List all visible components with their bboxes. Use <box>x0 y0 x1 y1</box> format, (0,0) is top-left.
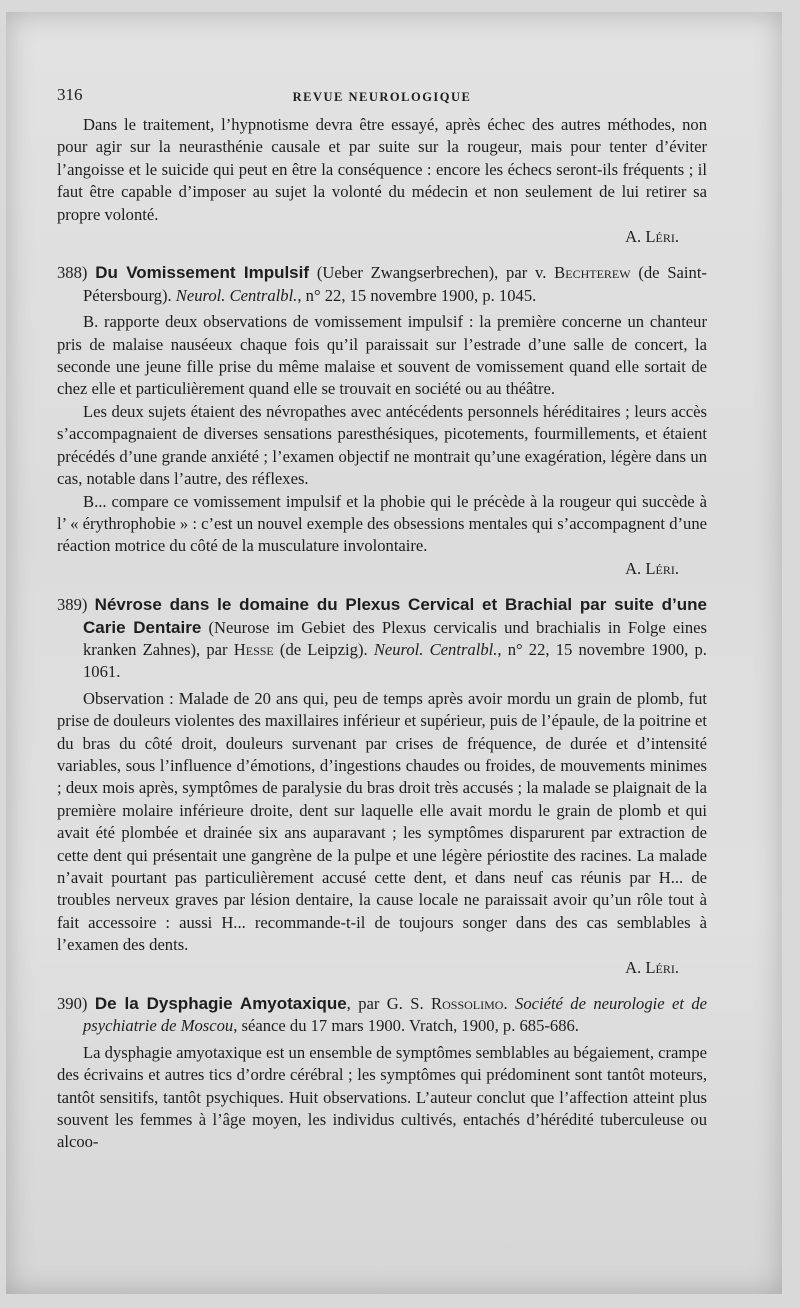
entry-reference: , séance du 17 mars 1900. Vratch, 1900, p. 685-686. <box>233 1016 579 1036</box>
entry-388 <box>57 262 707 580</box>
entry-signature <box>57 558 707 580</box>
page-content <box>57 80 707 1154</box>
entry-heading <box>57 993 707 1038</box>
entry-number: 389) <box>57 595 88 615</box>
signature-initial: A. <box>625 558 642 578</box>
entry-number: 388) <box>57 263 88 283</box>
intro-paragraph: Dans le traitement, l’hypnotisme devra être essayé, après échec des autres méthodes, non pour agir sur la neurasthénie causale et par suite sur la rougeur, mais pour tenter d’éviter l’angoisse et le suicide qui peut en être la conséquence : encore les échecs seront-ils fréquents ; il faut être capable d’imposer au sujet la volonté du médecin et non seulement de lui retirer sa propre volonté. <box>57 115 707 224</box>
signature-name: Léri. <box>645 558 679 578</box>
entry-paragraph: B. rapporte deux observations de vomissement impulsif : la première concerne un chanteur pris de malaise nauséeux chaque fois qu’il paraissait sur l’estrade d’une salle de concert, la seconde une jeune fille prise du même malaise et souvent de vomissement quand elle sortait de chez elle et particulièrement quand elle se trouvait en société ou au théâtre. <box>57 312 707 399</box>
entry-paragraph: Observation : Malade de 20 ans qui, peu de temps après avoir mordu un grain de plomb, fut prise de douleurs violentes des maxillaires inférieur et supérieur, puis de l’épaule, de la poitrine et du bras du côté droit, douleurs survenant par crises de fréquence, de durée et d’intensité variables, sous l’influence d’émotions, d’ingestions chaudes ou froides, de mouvements minimes ; deux mois après, symptômes de paralysie du bras droit très accusés ; la malade se plaignait de la première molaire inférieure droite, dent sur laquelle elle avait mordu le grain de plomb et qui avait été plombée et drainée six ans auparavant ; les symptômes disparurent par extraction de cette dent qui présentait une gangrène de la pulpe et une légère périostite des racines. La malade n’avait pourtant pas particulièrement accusé cette dent, et dans neuf cas réunis par H... de troubles nerveux graves par lésion dentaire, la cause locale ne paraissait avoir qu’un rôle tout à fait accessoire : aussi H... recommande-t-il de toujours songer dans des cas semblables à l’examen des dents. <box>57 688 707 955</box>
entry-paragraph: B... compare ce vomissement impulsif et la phobie qui le précède à la rougeur qui succède à l’ « érythrophobie » : c’est un nouvel exemple des obsessions mentales qui s’accompagnent d’une réaction motrice du côté de la musculature involontaire. <box>57 491 707 556</box>
entry-original-title: (Neurose im Gebiet des Plexus cervicalis und brachialis in Folge eines kranken Zahnes), par <box>83 617 707 659</box>
entry-signature <box>57 957 707 979</box>
entry-390 <box>57 993 707 1154</box>
entry-heading <box>57 262 707 307</box>
signature-initial: A. <box>625 227 642 247</box>
entry-origin: (de Leipzig). <box>279 639 368 659</box>
entry-paragraph: Les deux sujets étaient des névropathes avec antécédents personnels héréditaires ; leurs accès s’accompagnaient de diverses sensations paresthésiques, picotements, fourmillements, et étaient précédés d’une grande anxiété ; l’examen objectif ne montrait qu’une exagération, légère dans un cas, notable dans l’autre, des réflexes. <box>57 401 707 489</box>
page-header <box>57 80 707 114</box>
entry-title: Du Vomissement Impulsif <box>95 263 310 283</box>
entry-journal: Neurol. Centralbl. <box>175 285 298 305</box>
entry-title: De la Dysphagie Amyotaxique <box>94 994 347 1014</box>
entry-journal: Société de neurologie et de psychiatrie de Moscou <box>83 994 708 1036</box>
running-title: REVUE NEUROLOGIQUE <box>292 90 472 104</box>
entry-origin: (de Saint-Pétersbourg). <box>83 263 707 305</box>
entry-author: Hesse <box>233 639 274 659</box>
entry-original-title: (Ueber Zwangserbrechen), par v. <box>316 263 547 283</box>
entry-journal: Neurol. Centralbl. <box>373 639 498 659</box>
intro-signature <box>57 226 707 248</box>
entry-origin: . <box>503 994 508 1014</box>
entry-reference: , n° 22, 15 novembre 1900, p. 1061. <box>83 639 707 682</box>
entry-389 <box>57 594 707 979</box>
entry-original-title: , par G. S. <box>346 994 424 1014</box>
entry-title: Névrose dans le domaine du Plexus Cervical et Brachial par suite d’une Carie Dentaire <box>83 595 707 637</box>
signature-name: Léri. <box>645 957 679 977</box>
signature-name: Léri. <box>645 227 679 247</box>
entry-heading <box>57 594 707 684</box>
entry-author: Rossolimo <box>431 994 504 1014</box>
entry-paragraph: La dysphagie amyotaxique est un ensemble de symptômes semblables au bégaiement, crampe des écrivains et autres tics d’ordre cérébral ; les symptômes qui prédominent sont tantôt moteurs, tantôt sensitifs, tantôt psychiques. Huit observations. L’auteur conclut que l’affection atteint plus souvent les femmes à l’âge moyen, les individus cultivés, entachés d’hérédité tuberculeuse ou alcoo- <box>57 1042 707 1152</box>
signature-initial: A. <box>625 957 642 977</box>
entry-number: 390) <box>57 994 88 1014</box>
entry-reference: , n° 22, 15 novembre 1900, p. 1045. <box>297 285 537 305</box>
entry-author: Bechterew <box>554 263 631 283</box>
page-number: 316 <box>57 85 83 104</box>
